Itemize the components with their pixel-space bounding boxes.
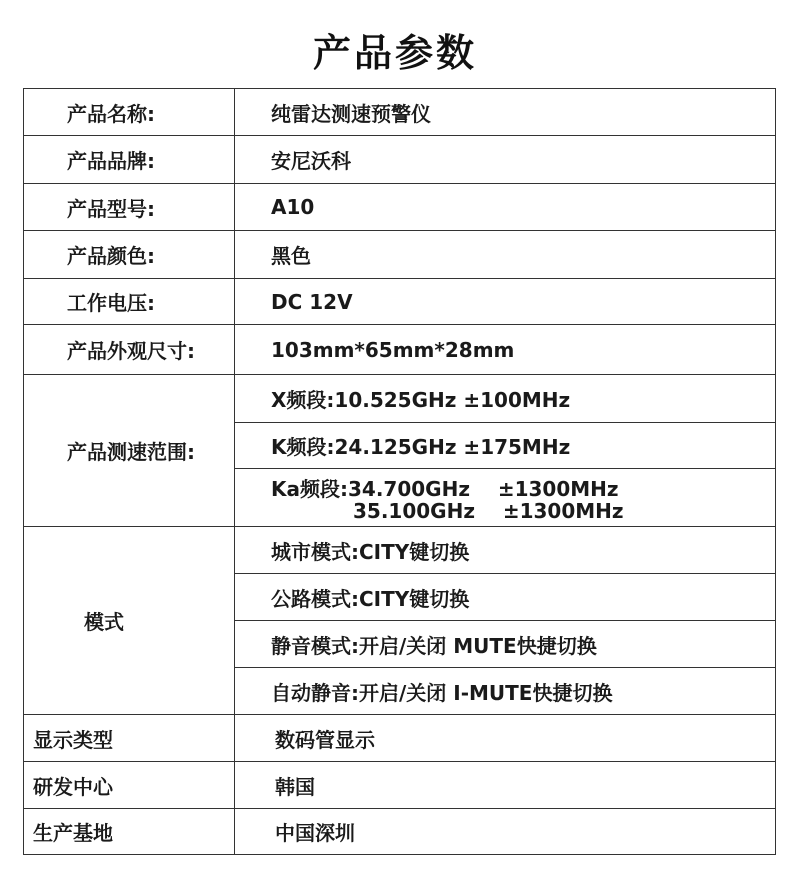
ka-band-line-2: 35.100GHz ±1300MHz [353, 498, 624, 523]
x-band-value: X频段:10.525GHz ±100MHz [235, 375, 776, 423]
table-row [24, 325, 776, 375]
row-label: 产品颜色: [24, 231, 235, 279]
mode-mute-value: 静音模式:开启/关闭 MUTE快捷切换 [235, 621, 776, 668]
ka-band-line-1: Ka频段:34.700GHz ±1300MHz [271, 476, 619, 501]
mode-auto-mute-value: 自动静音:开启/关闭 I-MUTE快捷切换 [235, 668, 776, 715]
k-band-value: K频段:24.125GHz ±175MHz [235, 423, 776, 469]
row-label: 产品品牌: [24, 136, 235, 184]
row-label: 产品名称: [24, 89, 235, 136]
row-label: 显示类型 [24, 715, 235, 762]
page-title: 产品参数 [312, 31, 477, 75]
row-label: 研发中心 [24, 762, 235, 809]
table-row [24, 89, 776, 136]
row-label: 产品测速范围: [24, 375, 235, 527]
row-value: 黑色 [235, 231, 776, 279]
spec-table [23, 88, 776, 855]
mode-highway-value: 公路模式:CITY键切换 [235, 574, 776, 621]
table-row [24, 231, 776, 279]
row-value: 数码管显示 [235, 715, 776, 762]
row-value: A10 [235, 184, 776, 231]
row-value: 中国深圳 [235, 809, 776, 855]
row-label: 模式 [24, 527, 235, 715]
table-row [24, 762, 776, 809]
row-value: 纯雷达测速预警仪 [235, 89, 776, 136]
row-value: 韩国 [235, 762, 776, 809]
row-label: 产品外观尺寸: [24, 325, 235, 375]
table-row [24, 279, 776, 325]
table-row [24, 184, 776, 231]
row-value: 安尼沃科 [235, 136, 776, 184]
row-label: 生产基地 [24, 809, 235, 855]
table-row [24, 375, 776, 423]
table-row [24, 715, 776, 762]
table-row [24, 809, 776, 855]
ka-band-value [235, 469, 776, 527]
row-value: DC 12V [235, 279, 776, 325]
mode-city-value: 城市模式:CITY键切换 [235, 527, 776, 574]
table-row [24, 136, 776, 184]
row-value: 103mm*65mm*28mm [235, 325, 776, 375]
row-label: 工作电压: [24, 279, 235, 325]
table-row [24, 527, 776, 574]
row-label: 产品型号: [24, 184, 235, 231]
